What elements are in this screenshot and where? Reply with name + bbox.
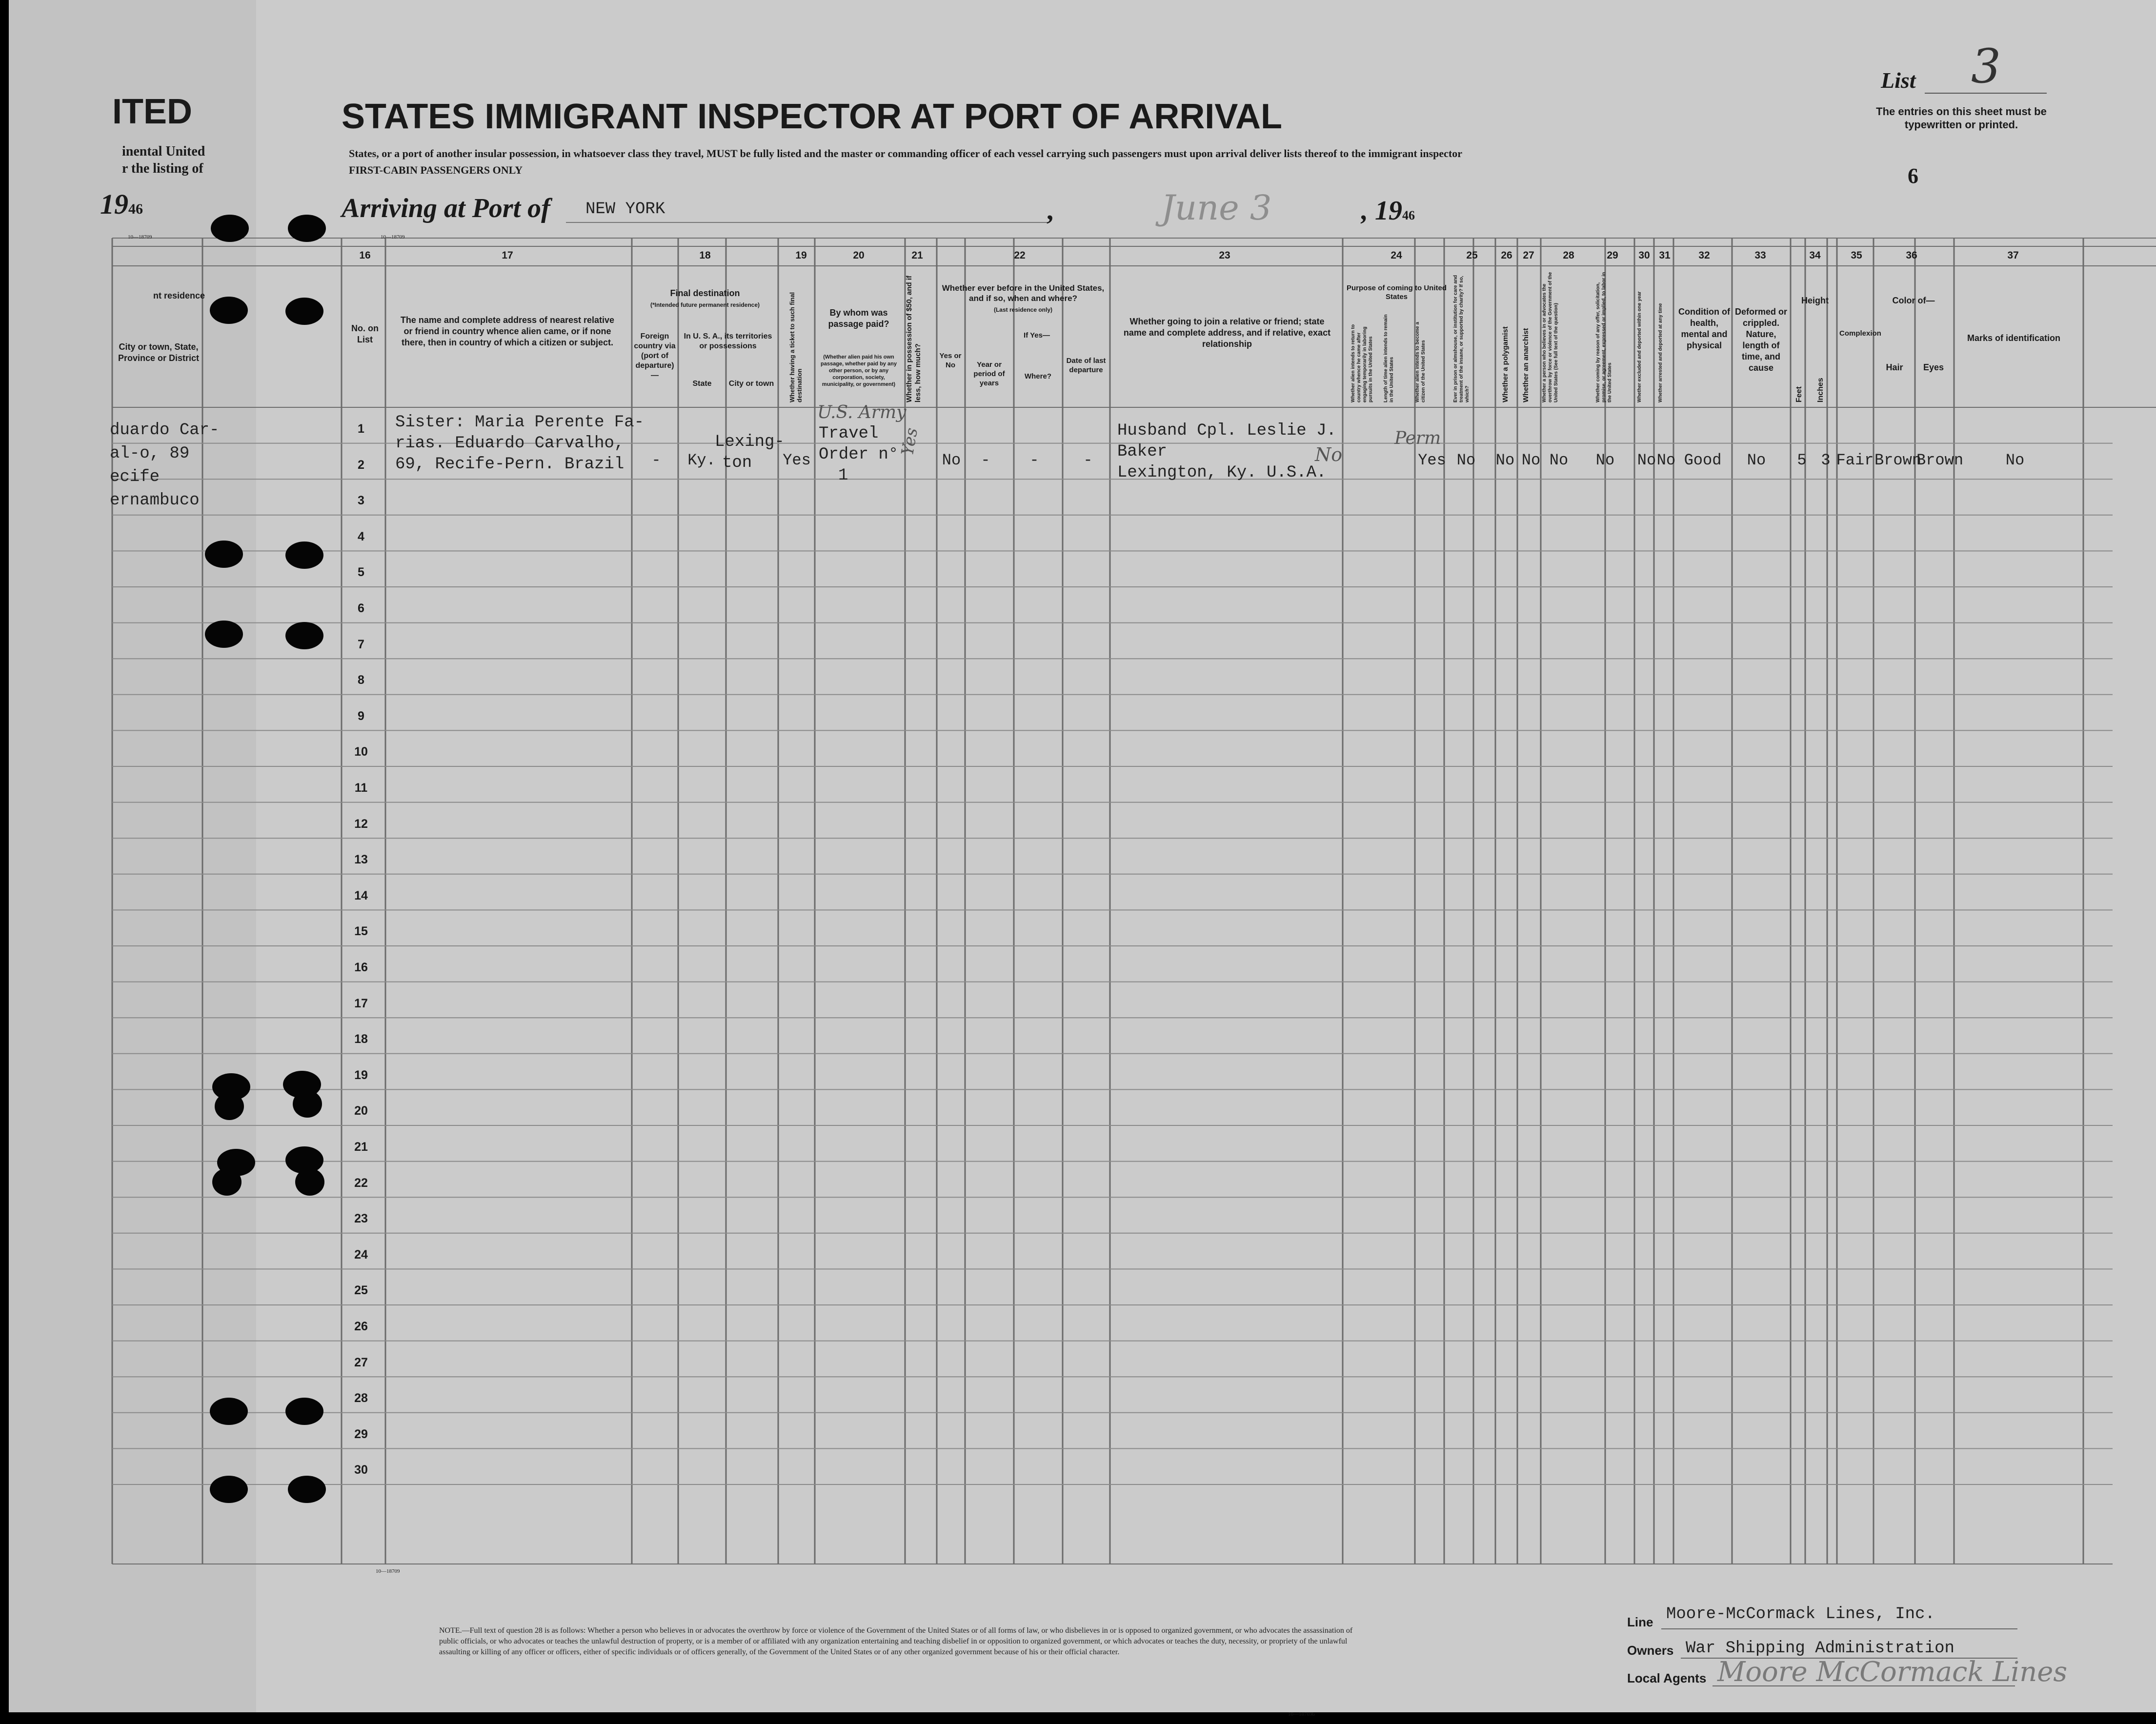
entry-complexion: Fair	[1836, 451, 1874, 469]
form-code-bottom: 10—18709	[376, 1568, 400, 1574]
punch-hole	[285, 541, 323, 569]
entry-relative	[395, 412, 644, 475]
col-18-header: Final destination	[670, 288, 740, 298]
entry-prison: No	[1456, 451, 1476, 469]
col-18-usa: In U. S. A., its territories or possessions	[684, 332, 772, 350]
cabin-class: FIRST-CABIN PASSENGERS ONLY	[349, 164, 523, 176]
col-31-header: Whether arrested and deported at any time	[1658, 303, 1663, 402]
col-30-header: Whether excluded and deported within one year	[1637, 291, 1642, 402]
col-34-header: Height	[1801, 296, 1829, 305]
col-num-22: 22	[1014, 250, 1026, 261]
form-code-note: 10—18709b	[1288, 1711, 1315, 1717]
passage-line-3: 1	[838, 466, 848, 485]
subtitle: States, or a port of another insular possession, in whatsoever class they travel, MUST be fully listed and the master or commanding officer of each vessel carrying such passengers must upon arrival deliver lists thereof to the immigrant inspector	[349, 147, 1462, 160]
left-strip-sub: City or town, State, Province or District	[118, 342, 200, 363]
entry-feet: 5	[1797, 451, 1807, 469]
col-num-25: 25	[1466, 250, 1478, 261]
left-year-prefix: 19	[100, 188, 128, 220]
col-num-16: 16	[359, 250, 371, 261]
col-num-32: 32	[1698, 250, 1710, 261]
col-22-yes-no: Yes or No	[939, 352, 962, 369]
entry-health: Good	[1684, 451, 1722, 469]
row-number: 27	[354, 1355, 368, 1369]
row-number: 21	[354, 1140, 368, 1154]
row-number: 9	[358, 709, 364, 723]
entry-city	[715, 432, 785, 474]
col-num-21: 21	[911, 250, 923, 261]
col-22-where: Where?	[1024, 372, 1051, 381]
arrival-year: , 1946	[1361, 196, 1415, 226]
row-number: 28	[354, 1391, 368, 1405]
form-code-center: 10—18709	[381, 234, 405, 240]
owners-value: War Shipping Administration	[1686, 1639, 1955, 1658]
row-number: 7	[358, 637, 364, 651]
row-number: 25	[354, 1283, 368, 1298]
row-number: 14	[354, 888, 368, 902]
entry-money-handwritten: Yes	[898, 426, 922, 457]
row-number: 15	[354, 924, 368, 939]
left-entry-line-1: duardo Car-	[110, 421, 220, 440]
entry-where: -	[1029, 451, 1039, 469]
entry-polygamist: No	[1495, 451, 1515, 469]
col-num-29: 29	[1607, 250, 1618, 261]
entry-length-handwritten: Perm	[1394, 428, 1441, 448]
port-value: NEW YORK	[585, 200, 665, 219]
col-num-37: 37	[2007, 250, 2019, 261]
row-number: 26	[354, 1320, 368, 1333]
arriving-label: Arriving at Port of	[342, 193, 550, 223]
row-number: 1	[358, 422, 364, 436]
entry-return-handwritten: No	[1315, 444, 1343, 465]
row-number: 4	[358, 529, 364, 543]
owners-label: Owners	[1627, 1643, 1674, 1658]
left-entry-line-2: al-o, 89	[110, 444, 190, 463]
entry-state: Ky.	[687, 451, 716, 469]
col-num-17: 17	[502, 250, 513, 261]
col-36-eyes: Eyes	[1923, 362, 1944, 372]
arrival-date-handwritten: June 3	[1161, 188, 1272, 228]
local-agents-label: Local Agents	[1627, 1671, 1707, 1685]
col-18-sub: (*Intended future permanent residence)	[650, 301, 760, 308]
row-number: 10	[354, 745, 368, 759]
left-entry-line-3: ecife	[110, 468, 160, 486]
entry-joining	[1117, 421, 1336, 483]
col-18-city: City or town	[728, 380, 774, 388]
passage-line-2: Order n°	[819, 445, 899, 464]
line-value: Moore-McCormack Lines, Inc.	[1666, 1605, 1935, 1624]
col-num-26: 26	[1501, 250, 1512, 261]
row-number: 12	[354, 817, 368, 831]
punch-hole	[210, 1398, 248, 1425]
city-line-2: ton	[722, 454, 752, 472]
row-number: 13	[354, 853, 368, 867]
entry-arrested: No	[1656, 451, 1676, 469]
punch-hole	[210, 1476, 248, 1503]
col-22-years: Year or period of years	[973, 361, 1005, 387]
list-number: 3	[1971, 39, 2001, 94]
left-title-fragment: ITED	[112, 92, 193, 131]
joining-line-2: Baker	[1117, 442, 1168, 461]
punch-hole	[288, 215, 326, 242]
col-29-header: Whether coming by reason of any offer, solicitation, promise, or agreement, expressed or implied, to labor in the United States	[1595, 272, 1612, 402]
relative-line-2: rias. Eduardo Carvalho,	[395, 434, 625, 453]
row-number: 5	[358, 565, 364, 580]
city-line-1: Lexing-	[715, 433, 785, 451]
row-number: 22	[354, 1176, 368, 1190]
row-number: 18	[354, 1032, 368, 1046]
row-number: 24	[354, 1247, 368, 1262]
col-24-b: Length of time alien intends to remain in the United States	[1383, 314, 1394, 402]
row-number: 20	[354, 1104, 368, 1118]
entry-departure-date: -	[1083, 451, 1093, 469]
port-underline	[566, 222, 1049, 223]
arrival-year-prefix: 19	[1375, 196, 1402, 226]
col-num-18: 18	[699, 250, 711, 261]
row-number: 23	[354, 1212, 368, 1226]
entry-years: -	[981, 451, 990, 469]
entry-passage-handwritten: U.S. Army	[817, 402, 907, 422]
joining-line-1: Husband Cpl. Leslie J.	[1117, 421, 1336, 440]
line-label: Line	[1627, 1615, 1653, 1629]
col-22-if-yes: If Yes—	[1024, 331, 1050, 340]
punch-hole	[212, 1168, 242, 1196]
col-num-20: 20	[853, 250, 865, 261]
entry-offer: No	[1595, 451, 1615, 469]
left-year	[100, 188, 143, 221]
row-number: 3	[358, 494, 364, 508]
entry-foreign-via: -	[651, 451, 661, 469]
punch-hole	[205, 621, 243, 648]
row-number: 29	[354, 1427, 368, 1441]
punch-hole	[295, 1168, 324, 1196]
entry-marks: No	[2005, 451, 2025, 469]
col-num-24: 24	[1390, 250, 1402, 261]
row-number: 8	[358, 673, 364, 687]
col-25-header: Ever in prison or almshouse, or institution for care and treatment of the insane, or supported by charity? If so, which?	[1453, 275, 1470, 402]
entry-anarchist: No	[1521, 451, 1541, 469]
row-number: 11	[354, 781, 368, 795]
passage-line-1: Travel	[819, 424, 879, 443]
typewritten-instruction: The entries on this sheet must be typewritten or printed.	[1876, 105, 2047, 131]
entry-excluded: No	[1637, 451, 1656, 469]
entry-ticket: Yes	[783, 451, 811, 469]
row-number: 19	[354, 1068, 368, 1082]
col-num-33: 33	[1754, 250, 1766, 261]
left-line-2: r the listing of	[122, 161, 203, 176]
entry-citizen: Yes	[1418, 451, 1446, 469]
row-number: 17	[354, 996, 368, 1010]
col-32-header: Condition of health, mental and physical	[1678, 307, 1730, 350]
punch-hole	[215, 1093, 244, 1120]
col-35-header: Complexion	[1839, 329, 1881, 338]
form-code-left: 10—18709	[128, 234, 152, 240]
col-num-35: 35	[1851, 250, 1862, 261]
arrival-year-suffix: 46	[1402, 208, 1415, 222]
relative-line-1: Sister: Maria Perente Fa-	[395, 413, 645, 432]
col-17-header: The name and complete address of nearest relative or friend in country whence alien came, or if none there, then in country of which a citizen or subject.	[400, 315, 615, 347]
row-number: 6	[358, 601, 364, 615]
punch-hole	[211, 215, 249, 242]
col-19-header: Whether having a ticket to such final destination	[788, 292, 803, 402]
entry-passage	[819, 423, 898, 486]
question-28-note: NOTE.—Full text of question 28 is as follows: Whether a person who believes in or advocates the overthrow by force or violence of the Government of the United States or of all forms of law, or who disbelieves in or is opposed to organized government, or who advocates the assassination of public officials, or who advocates or teaches the unlawful destruction of property, or is a member of or affiliated with any organization entertaining and teaching disbelief in or opposition to organized government, or which advocates or teaches the duty, necessity, or propriety of the unlawful assaulting or killing of any officer or officers, either of specific individuals or of officers generally, of the Government of the United States or of any other organized government because of his or their official character.	[439, 1626, 1353, 1656]
left-strip-header: nt residence	[153, 291, 205, 301]
col-28-header: Whether a person who believes in or advocates the overthrow by force or violence of the Government of the United States (See full text of the question)	[1542, 272, 1559, 402]
punch-hole	[288, 1476, 326, 1503]
col-36-header: Color of—	[1892, 296, 1935, 305]
col-num-19: 19	[795, 250, 807, 261]
col-34-inches: Inches	[1816, 378, 1825, 402]
row-number: 2	[358, 458, 364, 472]
col-36-hair: Hair	[1886, 362, 1903, 372]
line-underline	[1661, 1628, 2017, 1629]
relative-line-3: 69, Recife-Pern. Brazil	[395, 455, 625, 474]
sheet-number: 6	[1908, 164, 1918, 188]
col-33-header: Deformed or crippled. Nature, length of time, and cause	[1734, 307, 1787, 373]
entry-before-yes-no: No	[942, 451, 961, 469]
col-24-header: Purpose of coming to United States	[1347, 284, 1447, 301]
col-20-header: By whom was passage paid?	[828, 308, 889, 329]
col-num-34: 34	[1809, 250, 1821, 261]
joining-line-3: Lexington, Ky. U.S.A.	[1117, 463, 1327, 482]
punch-hole	[205, 541, 243, 568]
list-label: List	[1881, 68, 1916, 93]
punch-hole	[285, 622, 323, 649]
col-20-sub: (Whether alien paid his own passage, whether paid by any other person, or by any corporation, society, municipality, or government)	[821, 354, 897, 387]
list-underline	[1925, 93, 2047, 94]
col-24-c: Whether alien intends to become a citizen of the United States	[1415, 321, 1426, 402]
col-num-31: 31	[1659, 250, 1671, 261]
col-18-state: State	[692, 380, 712, 388]
entry-eyes: Brown	[1916, 451, 1964, 469]
col-num-30: 30	[1638, 250, 1650, 261]
col-23-header: Whether going to join a relative or friend; state name and complete address, and if relative, exact relationship	[1123, 317, 1331, 349]
col-26-header: Whether a polygamist	[1501, 326, 1510, 402]
entry-inches: 3	[1821, 451, 1831, 469]
col-34-feet: Feet	[1795, 386, 1803, 402]
col-22-date: Date of last departure	[1066, 357, 1106, 374]
entry-deformed: No	[1747, 451, 1766, 469]
row-number: 30	[354, 1463, 368, 1477]
left-year-suffix: 46	[128, 201, 143, 217]
col-16-header: No. on List	[351, 323, 379, 344]
entry-overthrow: No	[1549, 451, 1569, 469]
col-21-header: Whether in possession of $50, and if less, how much?	[905, 275, 922, 402]
punch-hole	[210, 297, 248, 324]
col-num-23: 23	[1219, 250, 1230, 261]
col-num-28: 28	[1563, 250, 1574, 261]
col-num-36: 36	[1906, 250, 1917, 261]
col-num-27: 27	[1523, 250, 1534, 261]
local-agents-handwritten: Moore McCormack Lines	[1717, 1656, 2068, 1688]
left-entry-line-4: ernambuco	[110, 491, 200, 510]
col-18-foreign: Foreign country via (port of departure)—	[634, 332, 676, 380]
punch-hole	[285, 298, 323, 325]
date-comma: ,	[1047, 196, 1053, 226]
left-strip-entry	[110, 419, 219, 512]
col-24-a: Whether alien intends to return to country whence he came after engaging temporarily in laboring pursuits in the United States	[1350, 324, 1373, 402]
left-line-1: inental United	[122, 144, 205, 159]
row-number: 16	[354, 961, 368, 974]
entry-hair: Brown	[1874, 451, 1922, 469]
col-22-sub: (Last residence only)	[993, 306, 1053, 313]
page-title: STATES IMMIGRANT INSPECTOR AT PORT OF ARRIVAL	[342, 97, 1282, 136]
punch-hole	[293, 1090, 322, 1118]
col-27-header: Whether an anarchist	[1522, 328, 1530, 402]
col-37-header: Marks of identification	[1967, 333, 2061, 343]
col-22-header: Whether ever before in the United States, and if so, when and where?	[942, 283, 1105, 303]
agents-underline	[1713, 1685, 2015, 1686]
punch-hole	[285, 1398, 323, 1425]
